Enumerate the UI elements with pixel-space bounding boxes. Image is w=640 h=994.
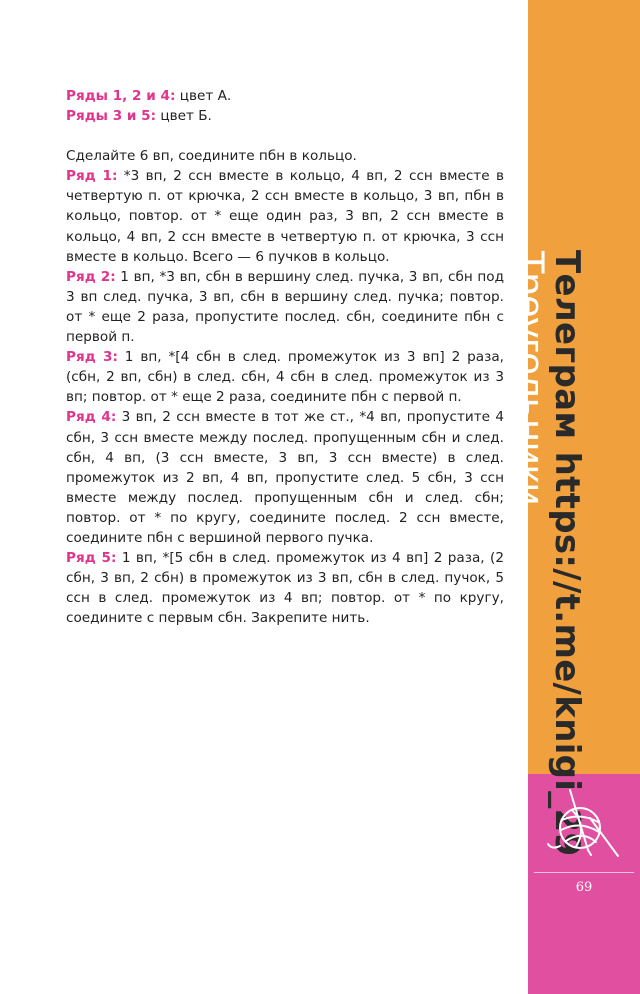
legend-line — [66, 106, 504, 126]
row-paragraph — [66, 267, 504, 347]
vertical-heading — [508, 250, 587, 857]
intro-paragraph: Сделайте 6 вп, соедините пбн в кольцо. — [66, 148, 357, 165]
section-title: Треугольники — [508, 250, 552, 506]
spacer — [66, 126, 504, 146]
legend-line — [66, 86, 504, 106]
row-text: 3 вп, 2 ссн вместе в тот же ст., *4 вп, пропустите 4 сбн, 3 ссн вместе между послед. пропущенным сбн и след. сбн, 4 вп, (3 ссн вместе, 3 вп, 3 ссн вместе) в след. промежуток из 2 вп, 4 вп, пропустите след. 5 сбн, 3 ссн вместе между послед. пропущенным сбн и след. сбн; повтор. от * по кругу, соедините послед. 2 ссн вместе, соедините пбн с вершиной первого пучка. — [66, 409, 504, 546]
row-label: Ряд 5: — [66, 550, 117, 567]
row-text: 1 вп, *3 вп, сбн в вершину след. пучка, 3 вп, сбн под 3 вп след. пучка, 3 вп, сбн в вершину след. пучка; повтор. от * еще 2 раза, пропустите послед. сбн, соедините пбн с первой п. — [66, 268, 504, 346]
legend-text: цвет А. — [175, 88, 232, 104]
page-number: 69 — [575, 880, 593, 895]
row-text: 1 вп, *[4 сбн в след. промежуток из 3 вп] 2 раза, (сбн, 2 вп, сбн) в след. сбн, 4 сбн в след. промежуток из 3 вп; повтор. от * еще 2 раза, соедините пбн с первой п. — [66, 349, 504, 406]
row-label: Ряд 1: — [66, 168, 118, 185]
legend-label: Ряды 1, 2 и 4: — [66, 88, 176, 104]
instructions — [66, 86, 504, 628]
row-label: Ряд 3: — [66, 349, 118, 366]
row-paragraph — [66, 548, 504, 628]
divider — [534, 872, 634, 873]
row-label: Ряд 2: — [66, 268, 116, 285]
row-label: Ряд 4: — [66, 409, 117, 426]
row-paragraph — [66, 407, 504, 548]
sidebar — [508, 0, 640, 994]
row-paragraph — [66, 166, 504, 266]
legend-label: Ряды 3 и 5: — [66, 108, 157, 125]
legend-text: цвет Б. — [156, 108, 212, 125]
telegram-watermark: Телеграм https://t.me/knigi_29 — [547, 250, 587, 857]
row-text: 1 вп, *[5 сбн в след. промежуток из 4 вп] 2 раза, (2 сбн, 3 вп, 2 сбн) в промежуток из 3 вп, сбн в след. пучок, 5 ссн в след. промежуток из 4 вп; повтор. от * по кругу, соедините с первым сбн. Закрепите нить. — [66, 550, 504, 627]
row-text: *3 вп, 2 ссн вместе в кольцо, 4 вп, 2 ссн вместе в четвертую п. от крючка, 2 ссн вместе в кольцо, 3 вп, пбн в кольцо, повтор. от * еще один раз, 3 вп, 2 ссн вместе в кольцо, 4 вп, 2 ссн вместе в четвертую п. от крючка, 3 ссн вместе в кольцо. Всего — 6 пучков в кольцо. — [66, 168, 504, 265]
row-paragraph — [66, 347, 504, 407]
yarn-ball-icon — [542, 784, 626, 864]
